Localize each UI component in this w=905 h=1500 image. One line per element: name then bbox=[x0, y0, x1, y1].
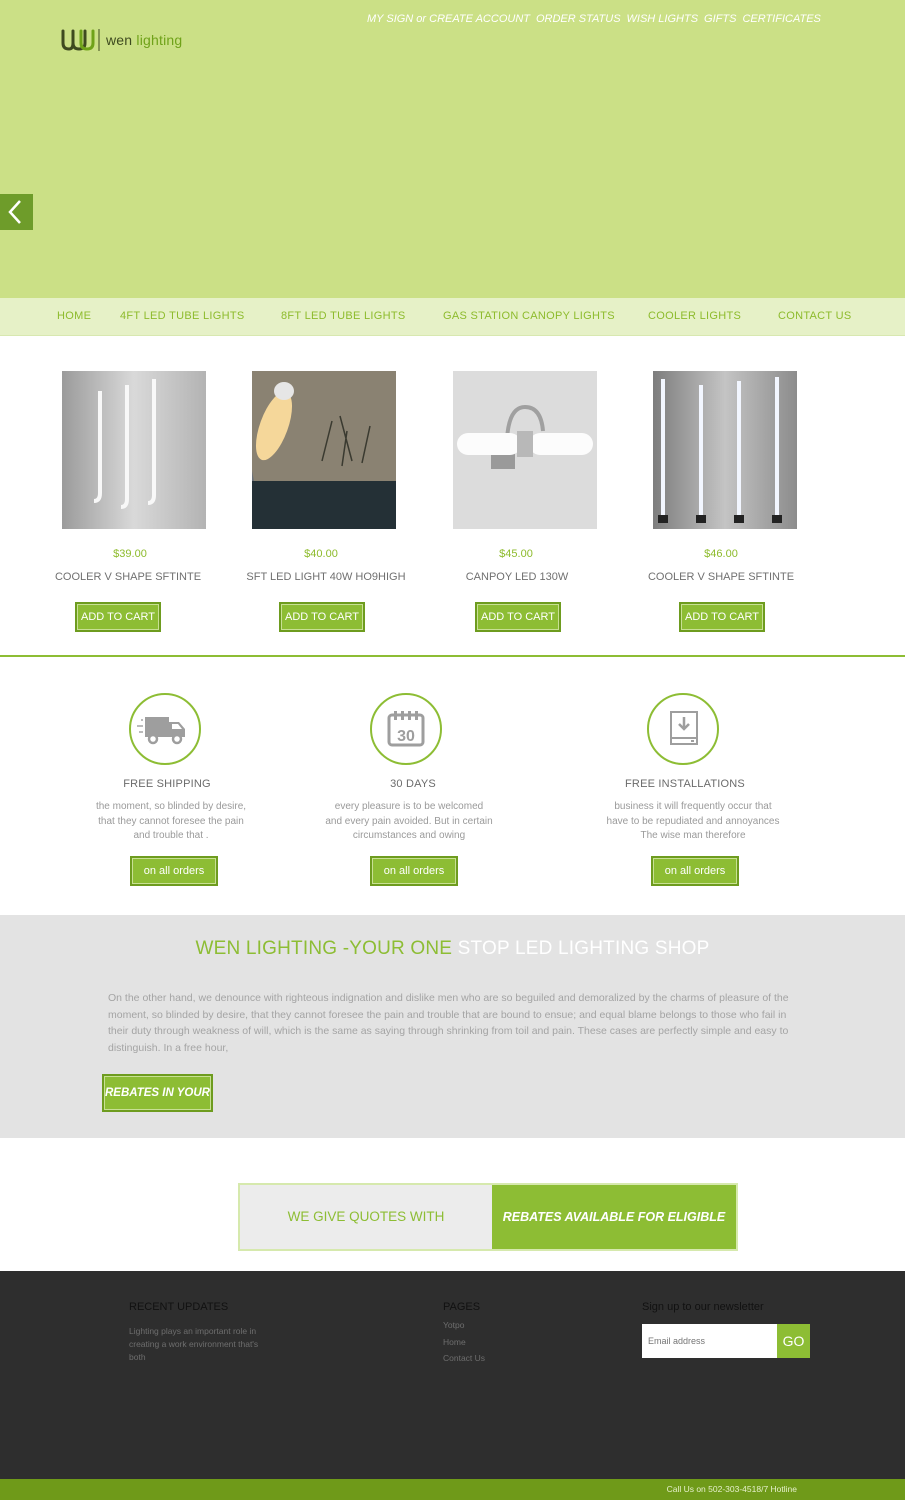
order-status-link[interactable]: ORDER STATUS bbox=[535, 13, 621, 25]
product-name[interactable]: COOLER V SHAPE SFTINTE bbox=[647, 571, 795, 583]
on-all-orders-button[interactable]: on all orders bbox=[651, 856, 739, 886]
slider-prev-button[interactable] bbox=[0, 194, 33, 230]
on-all-orders-button[interactable]: on all orders bbox=[370, 856, 458, 886]
product-name[interactable]: COOLER V SHAPE SFTINTE bbox=[54, 571, 202, 583]
product-image[interactable] bbox=[653, 371, 797, 529]
nav-home[interactable]: HOME bbox=[57, 310, 92, 322]
footer-link-contact-us[interactable]: Contact Us bbox=[443, 1353, 486, 1363]
rebates-eligible-button[interactable]: REBATES AVAILABLE FOR ELIGIBLE bbox=[492, 1185, 736, 1249]
feature-title: FREE INSTALLATIONS bbox=[625, 778, 745, 790]
shipping-feature-badge bbox=[129, 693, 201, 765]
logo-mark-icon bbox=[61, 28, 101, 52]
add-to-cart-button[interactable]: ADD TO CART bbox=[679, 602, 765, 632]
add-to-cart-button[interactable]: ADD TO CART bbox=[279, 602, 365, 632]
logo-text: wen lighting bbox=[106, 32, 183, 48]
product-image[interactable] bbox=[62, 371, 206, 529]
sign-in-link[interactable]: MY SIGN or CREATE ACCOUNT bbox=[367, 13, 530, 25]
recent-updates-heading: RECENT UPDATES bbox=[129, 1301, 229, 1313]
section-divider bbox=[0, 655, 905, 657]
feature-description: business it will frequently occur that have to be repudiated and annoyances The wise man therefore bbox=[606, 801, 780, 841]
add-to-cart-button[interactable]: ADD TO CART bbox=[75, 602, 161, 632]
download-box-icon bbox=[649, 695, 717, 763]
recent-updates-text: Lighting plays an important role in creating a work environment that's both bbox=[129, 1326, 259, 1362]
product-image[interactable] bbox=[252, 371, 396, 529]
newsletter-go-button[interactable]: GO bbox=[777, 1324, 810, 1358]
rebates-button[interactable]: REBATES IN YOUR bbox=[102, 1074, 213, 1112]
installation-feature-badge bbox=[647, 693, 719, 765]
add-to-cart-button[interactable]: ADD TO CART bbox=[475, 602, 561, 632]
feature-title: FREE SHIPPING bbox=[123, 778, 211, 790]
newsletter-heading: Sign up to our newsletter bbox=[642, 1301, 764, 1313]
about-paragraph: On the other hand, we denounce with righteous indignation and dislike men who are so beguiled and demoralized by the charms of pleasure of the moment, so blinded by desire, that they cannot foresee the pain and trouble that are bound to ensue; and equal blame belongs to those who fail in their duty through weakness of will, which is the same as saying through shrinking from toil and pain. These cases are perfectly simple and easy to distinguish. In a free hour, bbox=[108, 992, 789, 1054]
nav-4ft-tube-lights[interactable]: 4FT LED TUBE LIGHTS bbox=[120, 310, 245, 322]
days-feature-badge bbox=[370, 693, 442, 765]
newsletter-email-input[interactable] bbox=[642, 1324, 777, 1358]
pages-heading: PAGES bbox=[443, 1301, 481, 1313]
account-nav bbox=[367, 13, 821, 25]
nav-contact-us[interactable]: CONTACT US bbox=[778, 310, 852, 322]
feature-description: every pleasure is to be welcomed and every pain avoided. But in certain circumstances and owing bbox=[325, 801, 493, 841]
quotes-text: WE GIVE QUOTES WITH bbox=[240, 1185, 492, 1249]
wish-lights-link[interactable]: WISH LIGHTS bbox=[626, 13, 699, 25]
nav-8ft-tube-lights[interactable]: 8FT LED TUBE LIGHTS bbox=[281, 310, 406, 322]
product-price: $40.00 bbox=[304, 548, 338, 560]
product-price: $45.00 bbox=[499, 548, 533, 560]
nav-gas-station-canopy-lights[interactable]: GAS STATION CANOPY LIGHTS bbox=[443, 310, 615, 322]
calendar-30-icon bbox=[372, 695, 440, 763]
feature-title: 30 DAYS bbox=[390, 778, 436, 790]
on-all-orders-button[interactable]: on all orders bbox=[130, 856, 218, 886]
delivery-truck-icon bbox=[131, 695, 199, 763]
certificates-link[interactable]: CERTIFICATES bbox=[742, 13, 821, 25]
gifts-link[interactable]: GIFTS bbox=[704, 13, 737, 25]
product-name[interactable]: CANPOY LED 130W bbox=[465, 571, 569, 583]
product-price: $39.00 bbox=[113, 548, 147, 560]
footer-link-yotpo[interactable]: Yotpo bbox=[443, 1320, 465, 1330]
product-name[interactable]: SFT LED LIGHT 40W HO9HIGH bbox=[246, 571, 406, 583]
svg-text:30: 30 bbox=[397, 728, 415, 745]
main-navigation bbox=[0, 298, 905, 336]
hotline-text: Call Us on 502-303-4518/7 Hotline bbox=[666, 1484, 797, 1494]
product-price: $46.00 bbox=[704, 548, 738, 560]
footer-link-home[interactable]: Home bbox=[443, 1337, 466, 1347]
about-heading: WEN LIGHTING -YOUR ONE STOP LED LIGHTING SHOP bbox=[195, 938, 710, 959]
product-image[interactable] bbox=[453, 371, 597, 529]
feature-description: the moment, so blinded by desire, that they cannot foresee the pain and trouble that . bbox=[95, 801, 247, 841]
chevron-left-icon bbox=[0, 194, 33, 230]
nav-cooler-lights[interactable]: COOLER LIGHTS bbox=[648, 310, 742, 322]
site-logo[interactable] bbox=[61, 28, 201, 54]
